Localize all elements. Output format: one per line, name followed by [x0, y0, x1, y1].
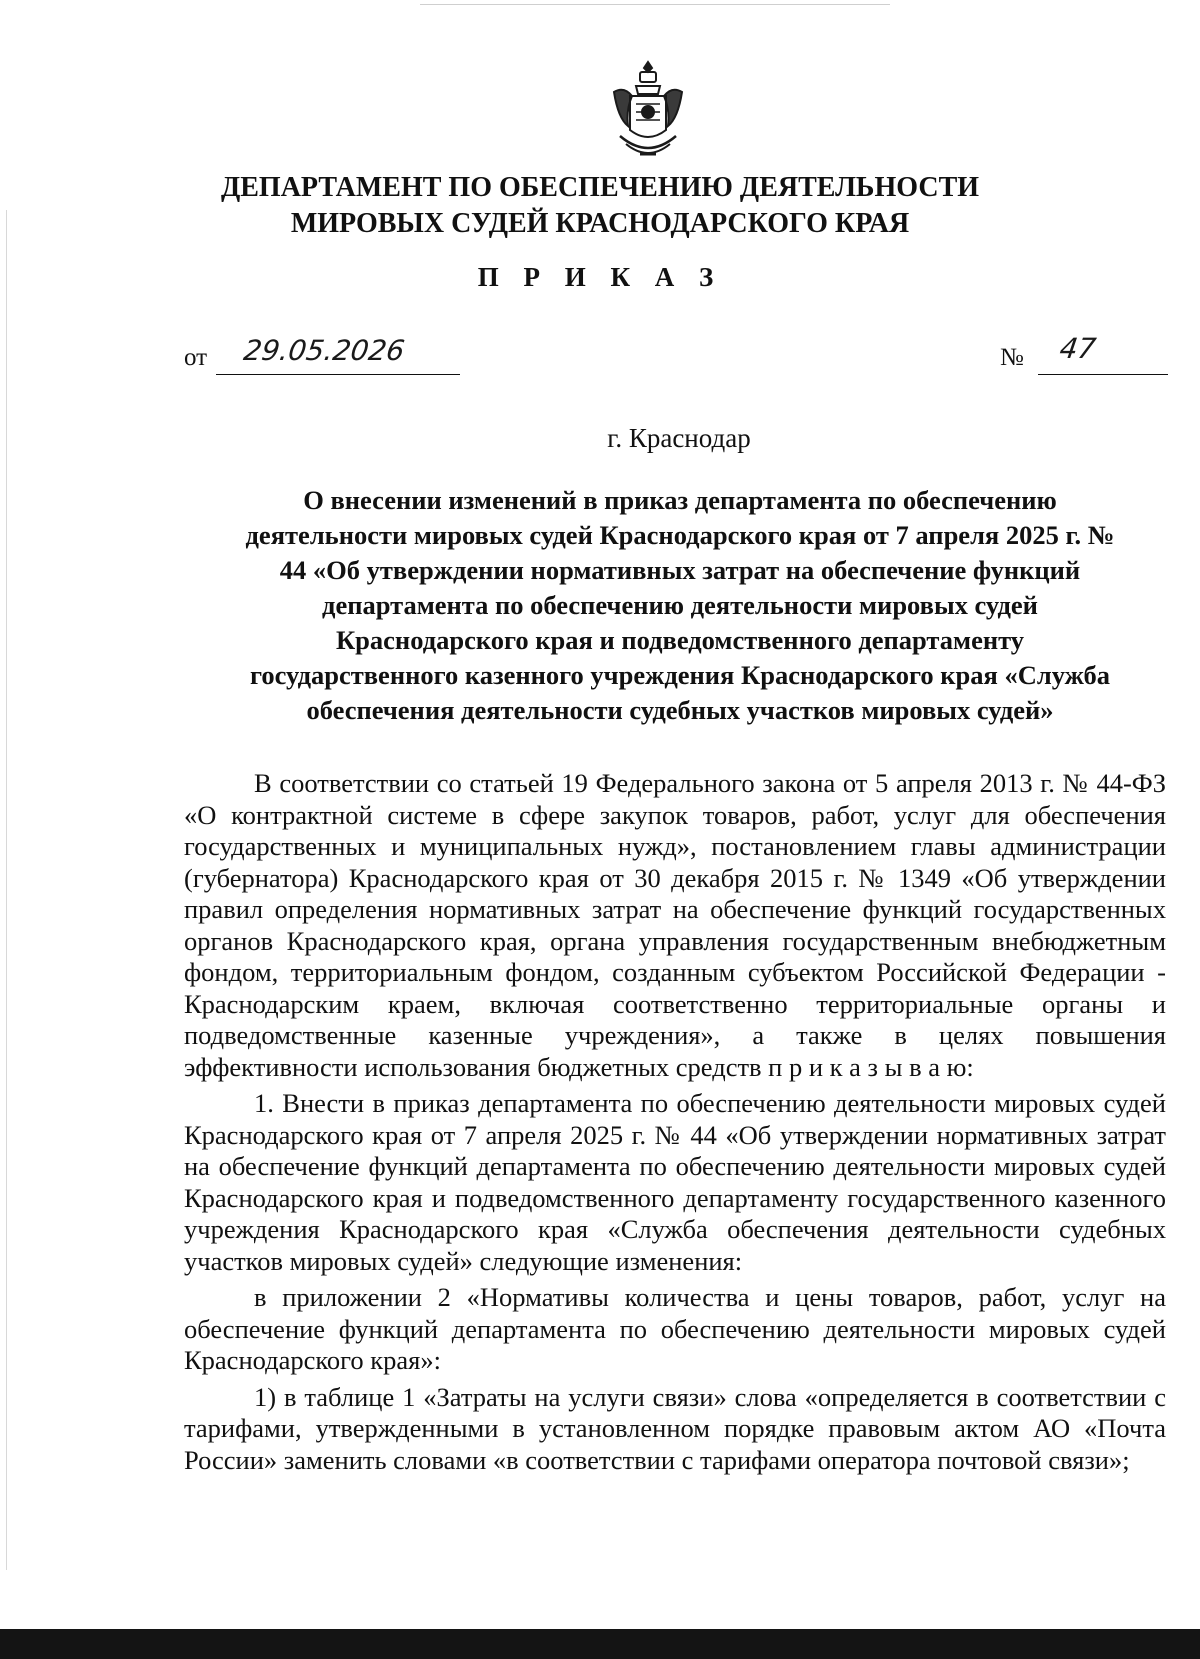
order-body: [184, 768, 1166, 1476]
scan-bottom-edge: [0, 1629, 1200, 1659]
number-label: №: [1000, 344, 1024, 371]
department-title-line-1: ДЕПАРТАМЕНТ ПО ОБЕСПЕЧЕНИЮ ДЕЯТЕЛЬНОСТИ: [220, 172, 980, 203]
date-underline: [216, 374, 460, 375]
handwritten-number: 47: [1057, 332, 1098, 365]
coat-of-arms-emblem: [606, 58, 690, 166]
department-title: [150, 170, 1050, 242]
body-paragraph: 1) в таблице 1 «Затраты на услуги связи» слова «определяется в соответствии с тарифами, утвержденными в установленном порядке правовым актом АО «Почта России» заменить словами «в соответствии с тарифами оператора почтовой связи»;: [184, 1381, 1166, 1475]
scan-edge-shadow: [6, 210, 7, 1570]
body-paragraph: 1. Внести в приказ департамента по обеспечению деятельности мировых судей Краснодарского края от 7 апреля 2025 г. № 44 «Об утверждении нормативных затрат на обеспечение функций департамента по обеспечению деятельности мировых судей Краснодарского края и подведомственного департаменту государственного казенного учреждения Краснодарского края «Служба обеспечения деятельности судебных участков мировых судей» следующие изменения:: [184, 1088, 1166, 1276]
body-paragraph: В соответствии со статьей 19 Федерального закона от 5 апреля 2013 г. № 44-ФЗ «О контрактной системе в сфере закупок товаров, работ, услуг для обеспечения государственных и муниципальных нужд», постановлением главы администрации (губернатора) Краснодарского края от 30 декабря 2015 г. № 1349 «Об утверждении правил определения нормативных затрат на обеспечение функций государственных органов Краснодарского края, органа управления государственным внебюджетным фондом, территориальным фондом, созданным субъектом Российской Федерации - Краснодарским краем, включая соответственно территориальные органы и подведомственные казенные учреждения», а также в целях повышения эффективности использования бюджетных средств п р и к а з ы в а ю:: [184, 768, 1166, 1082]
scan-artifact-line: [420, 4, 890, 5]
number-underline: [1038, 374, 1168, 375]
body-paragraph: в приложении 2 «Нормативы количества и цены товаров, работ, услуг на обеспечение функций департамента по обеспечению деятельности мировых судей Краснодарского края»:: [184, 1282, 1166, 1375]
order-heading: П Р И К А З: [477, 262, 723, 292]
handwritten-date: 29.05.2026: [241, 334, 407, 367]
date-label: от: [184, 344, 208, 371]
order-subject-title: О внесении изменений в приказ департамента по обеспечению деятельности мировых судей Краснодарского края от 7 апреля 2025 г. № 44 «Об утверждении нормативных затрат на обеспечение функций департамента по обеспечению деятельности мировых судей Краснодарского края и подведомственного департаменту государственного казенного учреждения Краснодарского края «Служба обеспечения деятельности судебных участков мировых судей»: [245, 485, 1115, 725]
city-line: г. Краснодар: [607, 423, 751, 453]
department-title-line-2: МИРОВЫХ СУДЕЙ КРАСНОДАРСКОГО КРАЯ: [290, 208, 910, 239]
